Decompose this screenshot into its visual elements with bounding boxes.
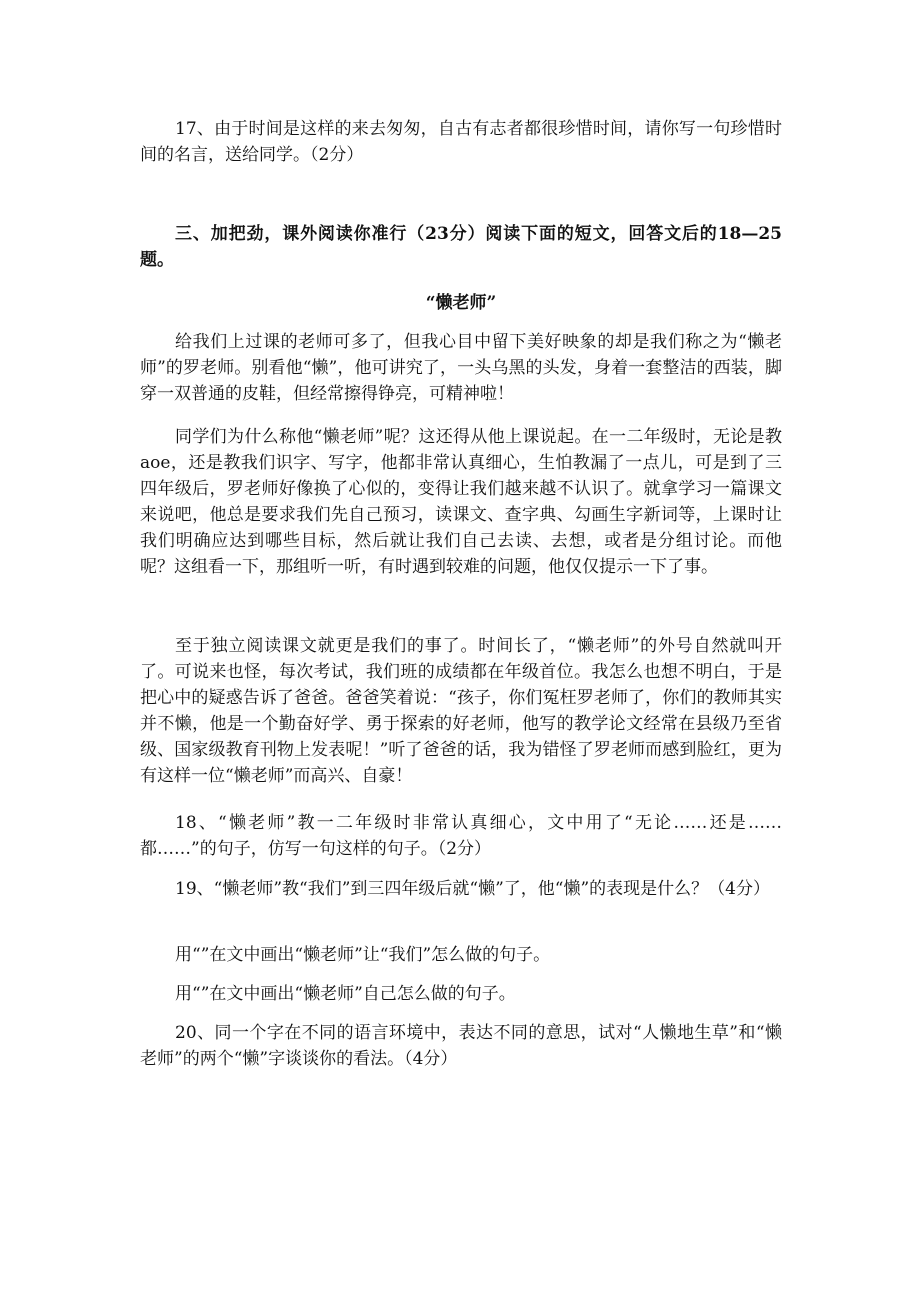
question-20: 20、同一个字在不同的语言环境中，表达不同的意思，试对“人懒地生草”和“懒老师”的两个“懒”字谈谈你的看法。（4分） [140,1023,782,1069]
section-3-heading: 三、加把劲，课外阅读你准行（23分）阅读下面的短文，回答文后的18—25题。 [140,224,782,270]
article-paragraph-3: 至于独立阅读课文就更是我们的事了。时间长了，“懒老师”的外号自然就叫开了。可说来也怪，每次考试，我们班的成绩都在年级首位。我怎么也想不明白，于是把心中的疑惑告诉了爸爸。爸爸笑着说：“孩子，你们冤枉罗老师了，你们的教师其实并不懒，他是一个勤奋好学、勇于探索的好老师，他写的教学论文经常在县级乃至省级、国家级教育刊物上发表呢！”听了爸爸的话，我为错怪了罗老师而感到脸红，更为有这样一位“懒老师”而高兴、自豪！ [140,636,782,786]
question-19: 19、“懒老师”教“我们”到三四年级后就“懒”了，他“懒”的表现是什么？（4分） [175,879,770,899]
article-paragraph-1: 给我们上过课的老师可多了，但我心目中留下美好映象的却是我们称之为“懒老师”的罗老师。别看他“懒”，他可讲究了，一头乌黑的头发，身着一套整洁的西装，脚穿一双普通的皮鞋，但经常擦得铮亮，可精神啦！ [140,332,782,404]
question-18: 18、“懒老师”教一二年级时非常认真细心，文中用了“无论……还是……都……”的句子，仿写一句这样的句子。（2分） [140,813,782,859]
question-17: 17、由于时间是这样的来去匆匆，自古有志者都很珍惜时间，请你写一句珍惜时间的名言，送给同学。（2分） [140,119,782,165]
article-title: “懒老师” [425,293,497,313]
question-19-part-b: 用“”在文中画出“懒老师”自己怎么做的句子。 [175,984,516,1004]
question-19-part-a: 用“”在文中画出“懒老师”让“我们”怎么做的句子。 [175,945,551,965]
article-paragraph-2: 同学们为什么称他“懒老师”呢？这还得从他上课说起。在一二年级时，无论是教aoe，还是教我们识字、写字，他都非常认真细心，生怕教漏了一点儿，可是到了三四年级后，罗老师好像换了心似的，变得让我们越来越不认识了。就拿学习一篇课文来说吧，他总是要求我们先自己预习，读课文、查字典、勾画生字新词等，上课时让我们明确应达到哪些目标，然后就让我们自己去读、去想，或者是分组讨论。而他呢？这组看一下，那组听一听，有时遇到较难的问题，他仅仅提示一下了事。 [140,427,782,577]
